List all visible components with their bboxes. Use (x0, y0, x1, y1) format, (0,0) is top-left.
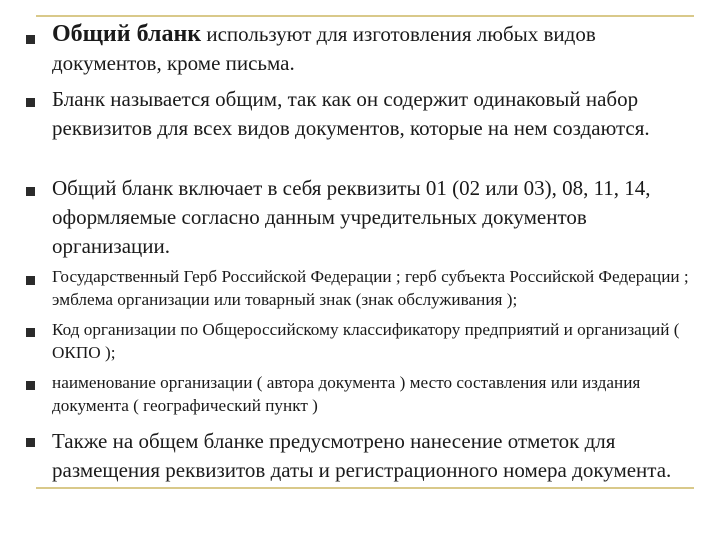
list-item-text: используют для изготовления любых видов документов, кроме письма. (52, 22, 596, 75)
list-item-text: Код организации по Общероссийскому классификатору предприятий и организаций ( ОКПО ); (52, 320, 680, 362)
list-item-text: наименование организации ( автора документа ) место составления или издания документа ( географический пункт ) (52, 373, 641, 415)
bullet-icon (26, 98, 35, 107)
list-item-7 (52, 427, 706, 485)
bullet-icon (26, 381, 35, 390)
list-item-text: Также на общем бланке предусмотрено нанесение отметок для размещения реквизитов даты и регистрационного номера документа. (52, 429, 672, 482)
list-item-2 (52, 85, 706, 143)
list-item-text: Государственный Герб Российской Федерации ; герб субъекта Российской Федерации ; эмблема организации или товарный знак (знак обслуживания ); (52, 267, 689, 309)
bullet-icon (26, 187, 35, 196)
top-divider (36, 15, 694, 17)
bullet-icon (26, 276, 35, 285)
bullet-icon (26, 35, 35, 44)
list-item-3 (52, 174, 706, 261)
bullet-icon (26, 438, 35, 447)
list-item-1 (52, 20, 706, 78)
list-item-5 (52, 318, 706, 364)
bullet-icon (26, 328, 35, 337)
list-item-text: Общий бланк включает в себя реквизиты 01 (02 или 03), 08, 11, 14, оформляемые согласно данным учредительных документов организации. (52, 176, 651, 258)
list-item-6 (52, 371, 706, 417)
list-item-text: Бланк называется общим, так как он содержит одинаковый набор реквизитов для всех видов документов, которые на нем создаются. (52, 87, 650, 140)
list-item-4 (52, 265, 706, 311)
bottom-divider (36, 487, 694, 489)
lead-term: Общий бланк (52, 21, 202, 47)
